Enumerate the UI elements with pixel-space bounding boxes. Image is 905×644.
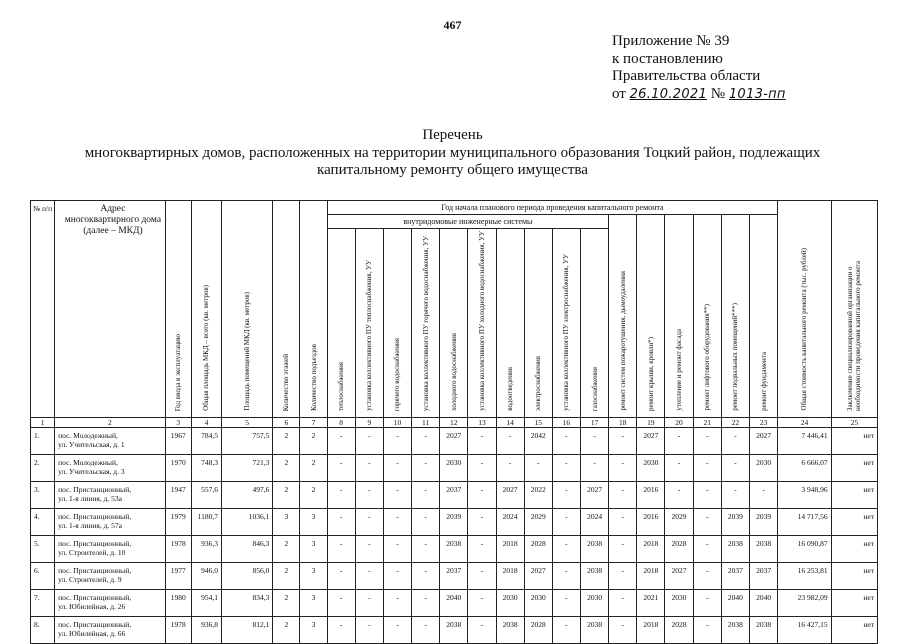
table-cell: - bbox=[552, 589, 580, 616]
table-cell: - bbox=[665, 481, 693, 508]
table-cell: 2038 bbox=[721, 616, 749, 643]
column-number: 1 bbox=[31, 417, 55, 427]
table-cell: 1977 bbox=[165, 562, 191, 589]
table-cell: 2 bbox=[273, 427, 300, 454]
table-cell: - bbox=[468, 589, 496, 616]
buildings-table bbox=[30, 200, 878, 644]
header-cold-water-pu: установка коллективного ПУ холодного водоснабжения, УУ bbox=[477, 231, 486, 411]
table-cell: - bbox=[496, 427, 524, 454]
table-cell: 2038 bbox=[440, 616, 468, 643]
table-cell: - bbox=[609, 535, 637, 562]
table-cell: - bbox=[693, 589, 721, 616]
page-number: 467 bbox=[443, 18, 462, 32]
header-area-rooms: Площадь помещений МКД (кв. метров) bbox=[243, 292, 252, 411]
table-cell: 2029 bbox=[524, 508, 552, 535]
table-cell: 721,3 bbox=[222, 454, 273, 481]
header-area-total: Общая площадь МКД – всего (кв. метров) bbox=[202, 284, 211, 411]
address-line: ул. Строителей, д. 9 bbox=[58, 574, 122, 584]
table-cell: 1180,7 bbox=[191, 508, 221, 535]
table-cell: нет bbox=[831, 481, 877, 508]
table-cell: 946,0 bbox=[191, 562, 221, 589]
table-cell: 2016 bbox=[637, 508, 665, 535]
header-floors: Количество этажей bbox=[282, 353, 291, 411]
table-cell: - bbox=[383, 481, 411, 508]
address-line: ул. 1-я линия, д. 53а bbox=[58, 493, 122, 503]
table-cell: - bbox=[327, 454, 355, 481]
table-cell: 2038 bbox=[581, 535, 609, 562]
table-cell: 2042 bbox=[524, 427, 552, 454]
row-address bbox=[55, 616, 166, 643]
table-cell: - bbox=[496, 454, 524, 481]
table-cell: - bbox=[552, 535, 580, 562]
header-electric-pu: установка коллективного ПУ электроснабжения, УУ bbox=[562, 253, 571, 411]
table-cell: - bbox=[609, 589, 637, 616]
table-cell: 1970 bbox=[165, 454, 191, 481]
table-cell: - bbox=[468, 616, 496, 643]
table-cell: 2 bbox=[273, 481, 300, 508]
address-line: пос. Молодежный, bbox=[58, 457, 118, 467]
table-cell: - bbox=[327, 616, 355, 643]
table-cell: 846,3 bbox=[222, 535, 273, 562]
table-row bbox=[31, 481, 878, 508]
address-line: пос. Пристанционный, bbox=[58, 538, 132, 548]
row-address bbox=[55, 508, 166, 535]
table-cell: 2018 bbox=[637, 562, 665, 589]
table-cell: 2 bbox=[273, 589, 300, 616]
header-roof: ремонт крыши, кровли*) bbox=[646, 336, 655, 411]
table-cell: нет bbox=[831, 562, 877, 589]
table-cell: 2037 bbox=[440, 562, 468, 589]
table-cell: 2 bbox=[300, 427, 327, 454]
table-cell: нет bbox=[831, 616, 877, 643]
table-cell: 2028 bbox=[665, 535, 693, 562]
table-cell: - bbox=[412, 562, 440, 589]
table-cell: - bbox=[327, 427, 355, 454]
table-cell: - bbox=[355, 481, 383, 508]
table-cell: - bbox=[412, 589, 440, 616]
table-cell: - bbox=[468, 481, 496, 508]
address-line: пос. Пристанционный, bbox=[58, 565, 132, 575]
table-cell: 2 bbox=[300, 481, 327, 508]
table-cell: 2027 bbox=[581, 481, 609, 508]
table-cell: 3 948,96 bbox=[778, 481, 831, 508]
table-cell: 2 bbox=[273, 562, 300, 589]
table-cell: 936,8 bbox=[191, 616, 221, 643]
table-cell: 834,3 bbox=[222, 589, 273, 616]
header-foundation: ремонт фундамента bbox=[759, 351, 768, 411]
table-cell: - bbox=[383, 427, 411, 454]
address-line: пос. Пристанционный, bbox=[58, 592, 132, 602]
row-address bbox=[55, 562, 166, 589]
column-number: 22 bbox=[721, 417, 749, 427]
table-row bbox=[31, 508, 878, 535]
table-cell: - bbox=[524, 454, 552, 481]
table-row bbox=[31, 616, 878, 643]
table-cell: - bbox=[693, 508, 721, 535]
table-cell: 2038 bbox=[749, 535, 777, 562]
header-conclusion: Заключение специализированной организации о необходимости проведения капитального ремонта bbox=[846, 260, 863, 411]
table-cell: 856,0 bbox=[222, 562, 273, 589]
table-cell: - bbox=[693, 427, 721, 454]
table-cell: - bbox=[609, 562, 637, 589]
appendix-line-3: Правительства области bbox=[612, 68, 761, 84]
table-cell: нет bbox=[831, 535, 877, 562]
table-cell: 748,3 bbox=[191, 454, 221, 481]
table-cell: 2029 bbox=[665, 508, 693, 535]
table-cell: 3 bbox=[300, 616, 327, 643]
table-cell: 2037 bbox=[440, 481, 468, 508]
table-cell: 1978 bbox=[165, 535, 191, 562]
title-line-2: многоквартирных домов, расположенных на территории муниципального образования Тоцкий район, подлежащих капитальному ремонту общего имущества bbox=[84, 144, 821, 178]
table-cell: 497,6 bbox=[222, 481, 273, 508]
table-cell: 812,1 bbox=[222, 616, 273, 643]
table-cell: - bbox=[327, 589, 355, 616]
row-number: 3. bbox=[31, 481, 55, 508]
header-cold-water: холодного водоснабжения bbox=[449, 332, 458, 411]
column-number: 16 bbox=[552, 417, 580, 427]
table-cell: 2038 bbox=[581, 616, 609, 643]
row-address bbox=[55, 589, 166, 616]
appendix-block bbox=[612, 33, 786, 103]
column-number: 6 bbox=[273, 417, 300, 427]
table-cell: - bbox=[383, 508, 411, 535]
table-cell: 16 090,87 bbox=[778, 535, 831, 562]
table-cell: 3 bbox=[300, 535, 327, 562]
column-number: 24 bbox=[778, 417, 831, 427]
table-cell: 954,1 bbox=[191, 589, 221, 616]
table-cell: 2024 bbox=[581, 508, 609, 535]
column-number: 20 bbox=[665, 417, 693, 427]
column-number: 12 bbox=[440, 417, 468, 427]
table-cell: - bbox=[468, 454, 496, 481]
table-cell: - bbox=[412, 427, 440, 454]
table-cell: 2 bbox=[273, 616, 300, 643]
table-cell: 23 982,09 bbox=[778, 589, 831, 616]
address-line: пос. Пристанционный, bbox=[58, 511, 132, 521]
table-cell: - bbox=[721, 481, 749, 508]
table-cell: 2027 bbox=[524, 562, 552, 589]
table-cell: 2030 bbox=[496, 589, 524, 616]
column-number: 15 bbox=[524, 417, 552, 427]
table-cell: - bbox=[355, 589, 383, 616]
table-cell: 2027 bbox=[749, 427, 777, 454]
table-cell: - bbox=[355, 562, 383, 589]
table-cell: 3 bbox=[300, 589, 327, 616]
row-number: 7. bbox=[31, 589, 55, 616]
table-cell: 2018 bbox=[637, 535, 665, 562]
table-cell: - bbox=[383, 616, 411, 643]
row-number: 5. bbox=[31, 535, 55, 562]
appendix-date: 26.10.2021 bbox=[629, 86, 708, 102]
table-cell: 2038 bbox=[440, 535, 468, 562]
header-fire: ремонт систем пожаротушения, дымоудаления bbox=[618, 271, 627, 411]
column-numbers-row bbox=[31, 417, 878, 427]
column-number: 13 bbox=[468, 417, 496, 427]
table-cell: 936,3 bbox=[191, 535, 221, 562]
table-cell: - bbox=[412, 454, 440, 481]
table-cell: 2022 bbox=[524, 481, 552, 508]
table-cell: - bbox=[609, 508, 637, 535]
column-number: 9 bbox=[355, 417, 383, 427]
column-number: 3 bbox=[165, 417, 191, 427]
table-row bbox=[31, 562, 878, 589]
table-cell: нет bbox=[831, 454, 877, 481]
table-cell: 784,5 bbox=[191, 427, 221, 454]
table-cell: - bbox=[693, 454, 721, 481]
table-cell: - bbox=[693, 535, 721, 562]
table-cell: 2016 bbox=[637, 481, 665, 508]
table-cell: - bbox=[355, 508, 383, 535]
header-elevator: ремонт лифтового оборудования**) bbox=[703, 304, 712, 411]
address-line: ул. Учительская, д. 3 bbox=[58, 466, 125, 476]
header-systems: внутридомовые инженерные системы bbox=[327, 215, 609, 229]
table-cell: - bbox=[327, 481, 355, 508]
table-cell: 2038 bbox=[749, 616, 777, 643]
table-cell: 2040 bbox=[721, 589, 749, 616]
header-num: № п/п bbox=[31, 201, 55, 418]
row-number: 8. bbox=[31, 616, 55, 643]
address-line: ул. Юбилейная, д. 26 bbox=[58, 601, 126, 611]
address-line: ул. Юбилейная, д. 66 bbox=[58, 628, 126, 638]
document-title bbox=[0, 127, 905, 180]
table-cell: 2018 bbox=[496, 562, 524, 589]
table-cell: - bbox=[327, 508, 355, 535]
header-facade: утепление и ремонт фасада bbox=[675, 329, 684, 411]
address-line: пос. Пристанционный, bbox=[58, 484, 132, 494]
column-number: 21 bbox=[693, 417, 721, 427]
table-row bbox=[31, 535, 878, 562]
table-cell: - bbox=[693, 562, 721, 589]
table-cell: - bbox=[468, 427, 496, 454]
address-line: ул. 1-я линия, д. 57а bbox=[58, 520, 122, 530]
table-cell: - bbox=[552, 562, 580, 589]
header-hot-water: горячего водоснабжения bbox=[393, 337, 402, 411]
table-cell: 16 427,15 bbox=[778, 616, 831, 643]
address-line: пос. Молодежный, bbox=[58, 430, 118, 440]
header-address: Адрес многоквартирного дома (далее – МКД) bbox=[55, 201, 166, 418]
column-number: 10 bbox=[383, 417, 411, 427]
header-hot-water-pu: установка коллективного ПУ горячего водоснабжения, УУ bbox=[421, 235, 430, 411]
header-gas: газоснабжения bbox=[590, 366, 599, 411]
table-cell: нет bbox=[831, 589, 877, 616]
table-cell: - bbox=[665, 427, 693, 454]
table-cell: 2030 bbox=[637, 454, 665, 481]
column-number: 14 bbox=[496, 417, 524, 427]
appendix-number-sign: № bbox=[710, 85, 726, 102]
table-cell: - bbox=[693, 616, 721, 643]
table-cell: - bbox=[609, 454, 637, 481]
title-line-1: Перечень bbox=[422, 127, 483, 143]
table-cell: 2039 bbox=[440, 508, 468, 535]
table-cell: - bbox=[355, 616, 383, 643]
address-line: пос. Пристанционный, bbox=[58, 619, 132, 629]
row-address bbox=[55, 481, 166, 508]
table-cell: 2040 bbox=[749, 589, 777, 616]
table-cell: 16 253,81 bbox=[778, 562, 831, 589]
table-cell: 2 bbox=[273, 535, 300, 562]
table-row bbox=[31, 427, 878, 454]
table-cell: 2037 bbox=[749, 562, 777, 589]
column-number: 25 bbox=[831, 417, 877, 427]
row-number: 2. bbox=[31, 454, 55, 481]
table-cell: 1947 bbox=[165, 481, 191, 508]
table-cell: - bbox=[665, 454, 693, 481]
column-number: 4 bbox=[191, 417, 221, 427]
header-cost: Общая стоимость капитального ремонта (тыс. рублей) bbox=[800, 248, 809, 411]
column-number: 2 bbox=[55, 417, 166, 427]
table-row bbox=[31, 589, 878, 616]
table-cell: - bbox=[383, 589, 411, 616]
table-cell: 2037 bbox=[721, 562, 749, 589]
column-number: 11 bbox=[412, 417, 440, 427]
table-cell: 2027 bbox=[440, 427, 468, 454]
table-cell: - bbox=[552, 454, 580, 481]
table-cell: 2028 bbox=[524, 616, 552, 643]
table-cell: 557,6 bbox=[191, 481, 221, 508]
header-heat: теплоснабжения bbox=[337, 361, 346, 411]
table-cell: 2027 bbox=[496, 481, 524, 508]
table-cell: - bbox=[721, 454, 749, 481]
address-line: ул. Учительская, д. 1 bbox=[58, 439, 125, 449]
table-cell: 1979 bbox=[165, 508, 191, 535]
header-heat-pu: установка коллективного ПУ теплоснабжения, УУ bbox=[365, 259, 374, 411]
column-number: 7 bbox=[300, 417, 327, 427]
table-cell: 2030 bbox=[440, 454, 468, 481]
table-cell: - bbox=[412, 481, 440, 508]
table-cell: - bbox=[552, 616, 580, 643]
appendix-prefix: от bbox=[612, 85, 626, 102]
table-cell: 2028 bbox=[524, 535, 552, 562]
column-number: 19 bbox=[637, 417, 665, 427]
table-cell: 2024 bbox=[496, 508, 524, 535]
table-cell: - bbox=[749, 481, 777, 508]
table-cell: 2030 bbox=[524, 589, 552, 616]
table-cell: - bbox=[468, 535, 496, 562]
table-cell: 2038 bbox=[496, 616, 524, 643]
table-cell: 2038 bbox=[721, 535, 749, 562]
table-cell: - bbox=[412, 508, 440, 535]
table-cell: 2038 bbox=[581, 562, 609, 589]
table-cell: 2018 bbox=[637, 616, 665, 643]
table-cell: - bbox=[609, 616, 637, 643]
appendix-line-2: к постановлению bbox=[612, 50, 723, 67]
table-cell: 2021 bbox=[637, 589, 665, 616]
column-number: 8 bbox=[327, 417, 355, 427]
table-cell: 2039 bbox=[749, 508, 777, 535]
table-row bbox=[31, 454, 878, 481]
table-cell: 757,5 bbox=[222, 427, 273, 454]
appendix-line-4 bbox=[612, 86, 786, 104]
table-cell: 7 446,41 bbox=[778, 427, 831, 454]
table-cell: 2027 bbox=[637, 427, 665, 454]
table-cell: - bbox=[383, 562, 411, 589]
table-cell: 2030 bbox=[749, 454, 777, 481]
table-cell: 2 bbox=[273, 454, 300, 481]
table-cell: 14 717,56 bbox=[778, 508, 831, 535]
table-cell: - bbox=[609, 427, 637, 454]
row-number: 6. bbox=[31, 562, 55, 589]
table-cell: - bbox=[609, 481, 637, 508]
column-number: 18 bbox=[609, 417, 637, 427]
row-number: 1. bbox=[31, 427, 55, 454]
row-address bbox=[55, 535, 166, 562]
table-cell: - bbox=[468, 508, 496, 535]
column-number: 23 bbox=[749, 417, 777, 427]
table-cell: 1036,1 bbox=[222, 508, 273, 535]
table-cell: 1967 bbox=[165, 427, 191, 454]
table-cell: - bbox=[581, 454, 609, 481]
header-basement: ремонт подвальных помещений***) bbox=[731, 303, 740, 411]
header-drainage: водоотведения bbox=[506, 367, 515, 411]
table-cell: - bbox=[693, 481, 721, 508]
table-cell: - bbox=[327, 562, 355, 589]
table-cell: - bbox=[552, 508, 580, 535]
table-cell: - bbox=[355, 454, 383, 481]
table-cell: 3 bbox=[300, 562, 327, 589]
table-cell: - bbox=[721, 427, 749, 454]
table-cell: 2039 bbox=[721, 508, 749, 535]
table-cell: - bbox=[552, 427, 580, 454]
table-cell: 3 bbox=[300, 508, 327, 535]
header-period: Год начала планового периода проведения капитального ремонта bbox=[327, 201, 778, 215]
appendix-line-1: Приложение № 39 bbox=[612, 33, 730, 49]
appendix-number: 1013-пп bbox=[728, 86, 786, 102]
table-cell: 2040 bbox=[440, 589, 468, 616]
table-cell: - bbox=[552, 481, 580, 508]
column-number: 17 bbox=[581, 417, 609, 427]
row-address bbox=[55, 427, 166, 454]
table-cell: - bbox=[355, 535, 383, 562]
table-cell: 6 666,07 bbox=[778, 454, 831, 481]
table-cell: 2028 bbox=[665, 616, 693, 643]
table-cell: - bbox=[412, 616, 440, 643]
row-address bbox=[55, 454, 166, 481]
table-cell: - bbox=[355, 427, 383, 454]
table-cell: 2018 bbox=[496, 535, 524, 562]
table-cell: 2027 bbox=[665, 562, 693, 589]
row-number: 4. bbox=[31, 508, 55, 535]
table-cell: 2 bbox=[300, 454, 327, 481]
table-cell: - bbox=[383, 535, 411, 562]
header-electric: электроснабжения bbox=[534, 355, 543, 411]
table-cell: 2030 bbox=[581, 589, 609, 616]
table-cell: нет bbox=[831, 427, 877, 454]
address-line: ул. Строителей, д. 10 bbox=[58, 547, 126, 557]
table-cell: - bbox=[412, 535, 440, 562]
table-cell: - bbox=[383, 454, 411, 481]
header-year: Год ввода в эксплуатацию bbox=[174, 333, 183, 411]
header-entrances: Количество подъездов bbox=[309, 343, 318, 411]
table-cell: 1980 bbox=[165, 589, 191, 616]
table-cell: нет bbox=[831, 508, 877, 535]
table-cell: 2030 bbox=[665, 589, 693, 616]
table-cell: - bbox=[468, 562, 496, 589]
table-cell: - bbox=[327, 535, 355, 562]
column-number: 5 bbox=[222, 417, 273, 427]
table-cell: 1978 bbox=[165, 616, 191, 643]
table-cell: - bbox=[581, 427, 609, 454]
table-cell: 3 bbox=[273, 508, 300, 535]
